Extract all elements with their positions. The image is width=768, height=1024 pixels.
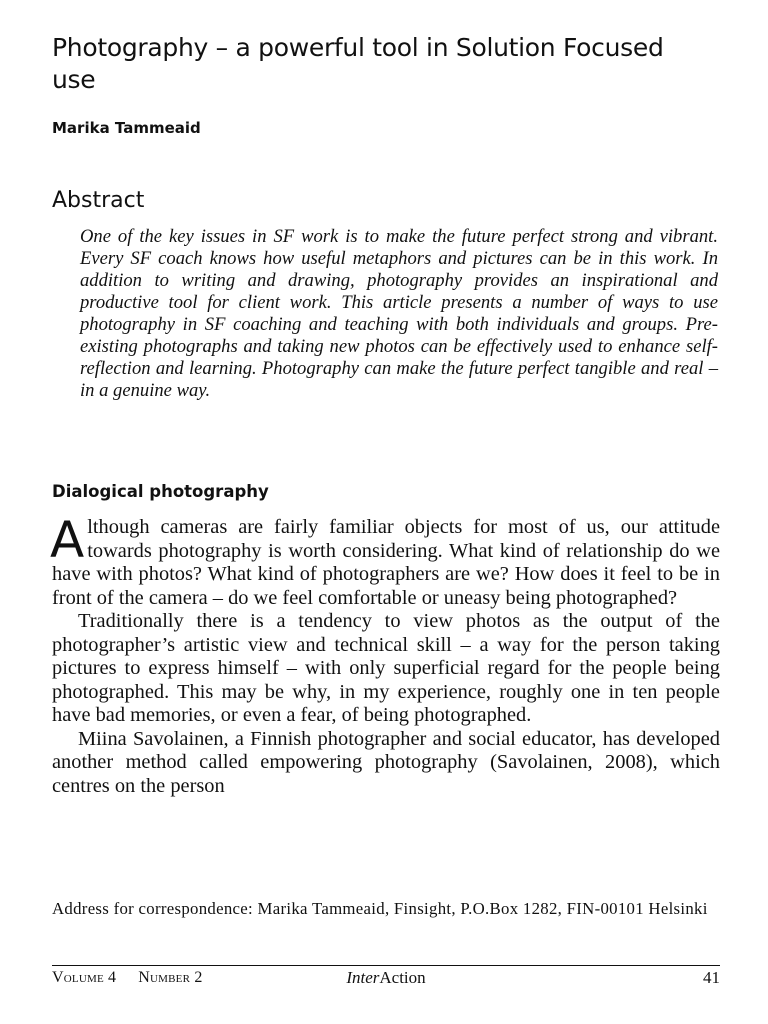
paragraph-1-text: lthough cameras are fairly familiar objects for most of us, our attitude towards photography is worth considering. What kind of relationship do we have with photos? What kind of photographers are we? How does it feel to be in front of the camera – do we feel comfortable or uneasy being photographed? bbox=[52, 516, 720, 609]
abstract-heading: Abstract bbox=[52, 188, 145, 213]
correspondence-address: Address for correspondence: Marika Tammeaid, Finsight, P.O.Box 1282, FIN-00101 Helsinki bbox=[52, 899, 708, 918]
paragraph-1 bbox=[50, 511, 720, 610]
section-heading: Dialogical photography bbox=[52, 482, 269, 501]
page-footer bbox=[52, 966, 720, 990]
page-number: 41 bbox=[703, 968, 720, 987]
drop-cap: A bbox=[50, 511, 85, 569]
article-title: Photography – a powerful tool in Solution Focused use bbox=[52, 33, 664, 94]
article-page bbox=[52, 0, 720, 1024]
footer-issue bbox=[52, 966, 203, 990]
body-text bbox=[50, 511, 720, 798]
footer-number: Number 2 bbox=[138, 969, 203, 986]
footer-journal-italic: Inter bbox=[346, 968, 380, 987]
abstract-text: One of the key issues in SF work is to make the future perfect strong and vibrant. Every SF coach knows how useful metaphors and pictures can be in this work. In addition to writing and drawing, photography provides an inspirational and productive tool for client work. This article presents a number of ways to use photography in SF coaching and teaching with both individuals and groups. Pre-existing photographs and taking new photos can be effectively used to enhance self-reflection and learning. Photography can make the future perfect tangible and real – in a genuine way. bbox=[80, 226, 718, 401]
footer-volume: Volume 4 bbox=[52, 969, 117, 986]
paragraph-3: Miina Savolainen, a Finnish photographer and social educator, has developed another method called empowering photography (Savolainen, 2008), which centres on the person bbox=[52, 727, 720, 797]
paragraph-2: Traditionally there is a tendency to view photos as the output of the photographer’s artistic view and technical skill – a way for the person taking pictures to express himself – with only superficial regard for the people being photographed. This may be why, in my experience, roughly one in ten people have bad memories, or even a fear, of being photographed. bbox=[52, 610, 720, 726]
author-name: Marika Tammeaid bbox=[52, 119, 201, 137]
footer-journal bbox=[332, 966, 440, 990]
footer-journal-rest: Action bbox=[379, 968, 426, 987]
